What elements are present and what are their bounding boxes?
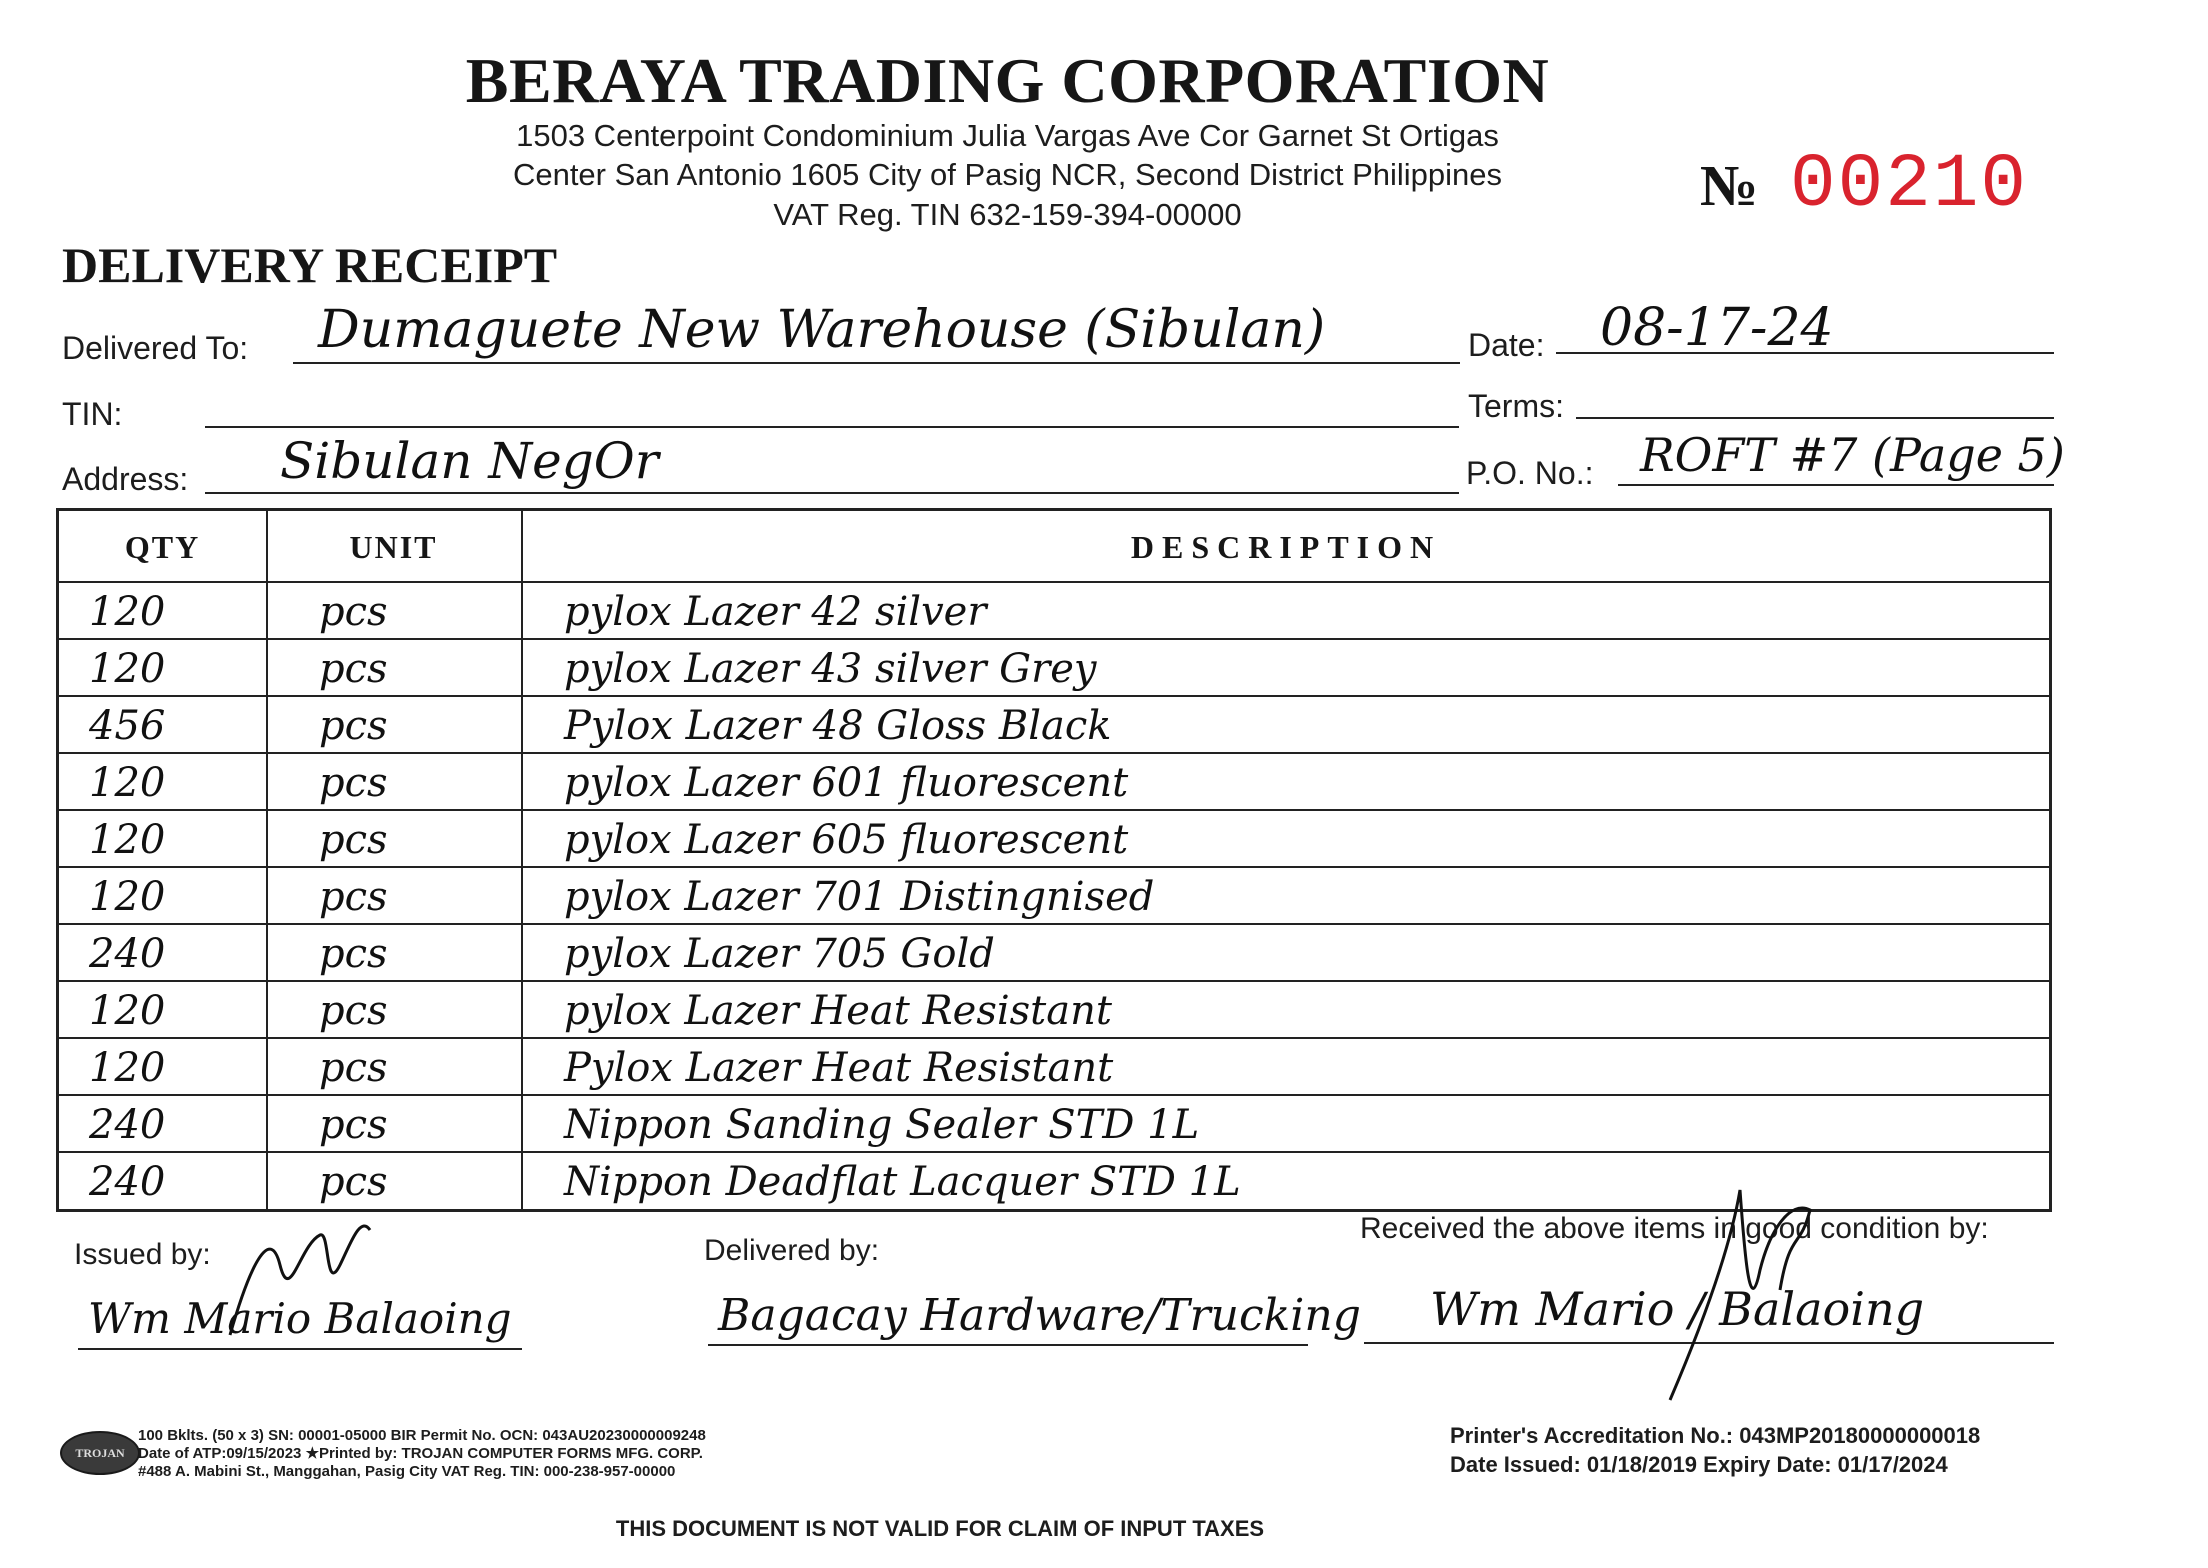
issued-by-name[interactable]: Wm Mario Balaoing	[88, 1294, 512, 1343]
terms-line	[1576, 417, 2054, 419]
address-value[interactable]: Sibulan NegOr	[280, 432, 659, 490]
row-qty[interactable]: 240	[89, 931, 166, 977]
header-unit: UNIT	[349, 529, 438, 565]
row-qty[interactable]: 456	[89, 703, 166, 749]
header-qty: QTY	[124, 529, 201, 565]
delivered-by-name[interactable]: Bagacay Hardware/Trucking	[718, 1290, 1361, 1341]
row-unit[interactable]: pcs	[319, 874, 388, 920]
company-vat: VAT Reg. TIN 632-159-394-00000	[773, 197, 1242, 232]
receipt-number: 00210	[1790, 142, 2029, 228]
header-description: DESCRIPTION	[1130, 529, 1442, 565]
delivered-to-value[interactable]: Dumaguete New Warehouse (Sibulan)	[318, 300, 1326, 360]
row-unit[interactable]: pcs	[319, 1045, 388, 1091]
not-valid-notice: THIS DOCUMENT IS NOT VALID FOR CLAIM OF INPUT TAXES	[615, 1516, 1265, 1541]
row-description[interactable]: Pylox Lazer 48 Gloss Black	[564, 703, 1112, 749]
printer-logo: TROJAN	[60, 1431, 140, 1475]
row-description[interactable]: pylox Lazer 42 silver	[564, 589, 987, 635]
row-qty[interactable]: 120	[89, 1045, 166, 1091]
row-qty[interactable]: 120	[89, 817, 166, 863]
row-description[interactable]: pylox Lazer Heat Resistant	[564, 988, 1112, 1034]
date-label: Date:	[1468, 327, 1545, 363]
po-value[interactable]: ROFT #7 (Page 5)	[1640, 428, 2065, 482]
row-qty[interactable]: 120	[89, 646, 166, 692]
delivered-by-line	[708, 1344, 1308, 1346]
row-description[interactable]: pylox Lazer 605 fluorescent	[564, 817, 1129, 863]
table-row	[59, 1094, 2049, 1153]
table-row	[59, 638, 2049, 697]
row-unit[interactable]: pcs	[319, 931, 388, 977]
issued-by-signature	[210, 1205, 390, 1355]
row-description[interactable]: pylox Lazer 701 Distingnised	[564, 874, 1155, 920]
row-description[interactable]: pylox Lazer 43 silver Grey	[564, 646, 1097, 692]
received-by-signature	[1640, 1170, 1840, 1410]
row-unit[interactable]: pcs	[319, 1102, 388, 1148]
received-by-label: Received the above items in good condition by:	[1360, 1212, 1989, 1245]
row-unit[interactable]: pcs	[319, 1159, 388, 1205]
issued-by-label: Issued by:	[74, 1238, 211, 1271]
row-description[interactable]: pylox Lazer 705 Gold	[564, 931, 995, 977]
row-description[interactable]: Nippon Deadflat Lacquer STD 1L	[564, 1159, 1241, 1205]
items-table	[56, 508, 2052, 1212]
printer-accreditation: Printer's Accreditation No.: 043MP20180000000018	[1450, 1423, 1981, 1448]
row-unit[interactable]: pcs	[319, 703, 388, 749]
tin-line	[205, 426, 1459, 428]
table-row	[59, 752, 2049, 811]
company-name: BERAYA TRADING CORPORATION	[465, 45, 1550, 116]
table-row	[59, 581, 2049, 640]
row-description[interactable]: Nippon Sanding Sealer STD 1L	[564, 1102, 1200, 1148]
row-unit[interactable]: pcs	[319, 760, 388, 806]
table-row	[59, 695, 2049, 754]
table-row	[59, 809, 2049, 868]
po-line	[1618, 484, 2054, 486]
delivered-by-label: Delivered by:	[704, 1234, 880, 1267]
address-label: Address:	[62, 461, 189, 497]
terms-label: Terms:	[1468, 388, 1564, 424]
table-row	[59, 1037, 2049, 1096]
printer-line1: 100 Bklts. (50 x 3) SN: 00001-05000 BIR Permit No. OCN: 043AU20230000009248	[138, 1427, 706, 1444]
table-row	[59, 866, 2049, 925]
received-by-name[interactable]: Wm Mario / Balaoing	[1430, 1282, 1925, 1336]
printer-line2: Date of ATP:09/15/2023 ★Printed by: TROJAN COMPUTER FORMS MFG. CORP.	[138, 1445, 703, 1462]
tin-label: TIN:	[62, 396, 123, 432]
row-unit[interactable]: pcs	[319, 646, 388, 692]
document-title: DELIVERY RECEIPT	[62, 237, 558, 293]
delivered-to-label: Delivered To:	[62, 330, 249, 366]
delivered-to-line	[293, 362, 1460, 364]
table-header	[59, 511, 2049, 583]
table-body	[59, 581, 2049, 1209]
accreditation-dates: Date Issued: 01/18/2019 Expiry Date: 01/17/2024	[1450, 1452, 1948, 1477]
row-qty[interactable]: 120	[89, 760, 166, 806]
printer-line3: #488 A. Mabini St., Manggahan, Pasig City VAT Reg. TIN: 000-238-957-00000	[138, 1463, 676, 1480]
address-line	[205, 492, 1459, 494]
company-address-line2: Center San Antonio 1605 City of Pasig NCR, Second District Philippines	[512, 157, 1503, 192]
row-unit[interactable]: pcs	[319, 817, 388, 863]
po-label: P.O. No.:	[1466, 455, 1594, 491]
row-qty[interactable]: 240	[89, 1102, 166, 1148]
company-address-line1: 1503 Centerpoint Condominium Julia Vargas Ave Cor Garnet St Ortigas	[516, 118, 1499, 153]
table-row	[59, 923, 2049, 982]
row-unit[interactable]: pcs	[319, 988, 388, 1034]
row-qty[interactable]: 120	[89, 589, 166, 635]
row-qty[interactable]: 240	[89, 1159, 166, 1205]
row-unit[interactable]: pcs	[319, 589, 388, 635]
date-value[interactable]: 08-17-24	[1600, 298, 1834, 358]
row-qty[interactable]: 120	[89, 988, 166, 1034]
row-description[interactable]: Pylox Lazer Heat Resistant	[564, 1045, 1114, 1091]
table-row	[59, 980, 2049, 1039]
row-qty[interactable]: 120	[89, 874, 166, 920]
row-description[interactable]: pylox Lazer 601 fluorescent	[564, 760, 1129, 806]
receipt-number-label: №	[1700, 153, 1759, 218]
